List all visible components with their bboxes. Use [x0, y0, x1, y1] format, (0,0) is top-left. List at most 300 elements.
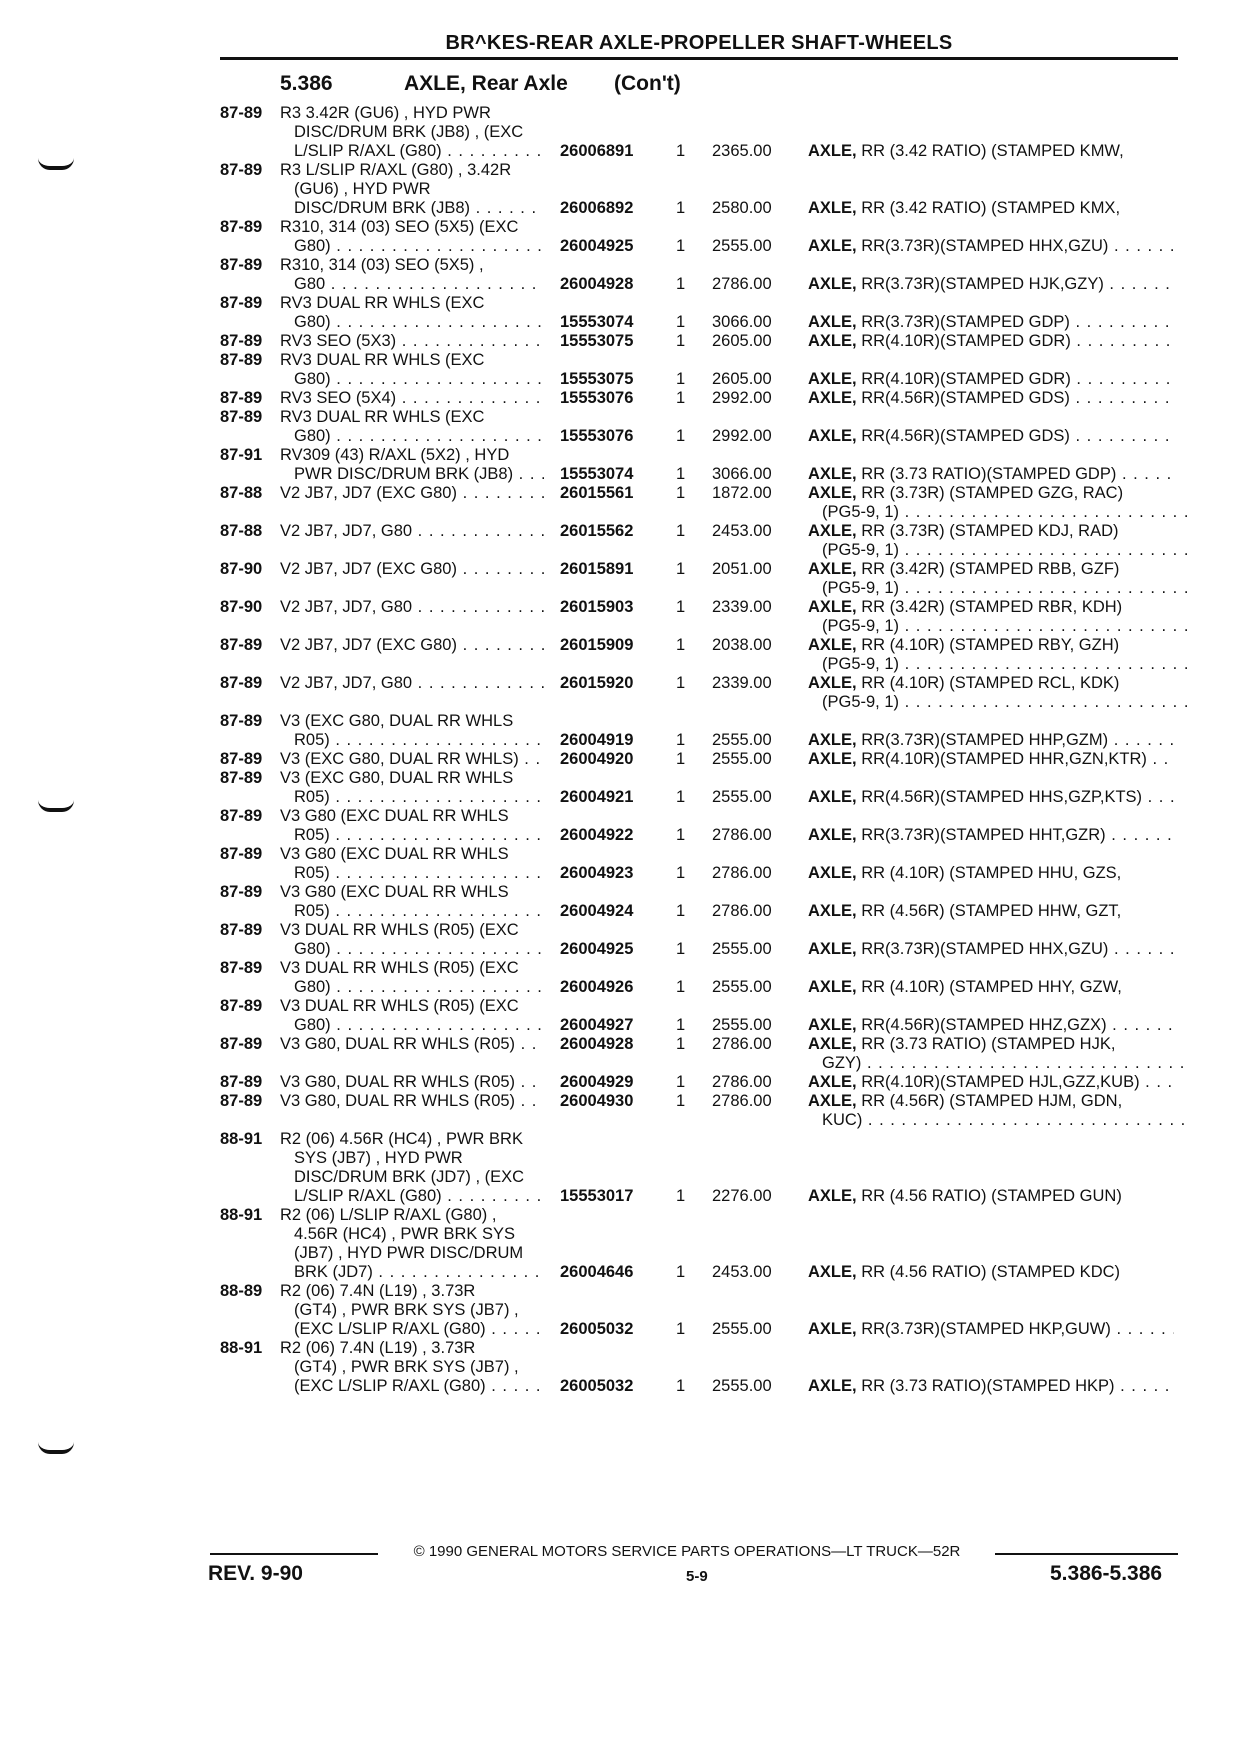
price: 2786.00	[712, 1073, 772, 1091]
part-number: 26004929	[560, 1073, 634, 1091]
section-number: 5.386	[280, 72, 333, 95]
footer-page-number: 5-9	[686, 1568, 708, 1585]
part-keyword: AXLE,	[808, 1016, 857, 1034]
part-description	[822, 503, 1188, 522]
part-description	[808, 275, 1174, 294]
entry-line	[0, 845, 1249, 864]
usage-description	[280, 218, 544, 237]
parts-entry	[0, 332, 1249, 351]
entry-line	[0, 408, 1249, 427]
usage-description	[280, 294, 544, 313]
usage-description	[280, 408, 544, 427]
model-years: 87-89	[220, 712, 263, 730]
part-number: 26015903	[560, 598, 634, 616]
parts-entry	[0, 104, 1249, 161]
part-description	[808, 902, 1174, 921]
quantity: 1	[676, 978, 686, 996]
entry-line	[0, 142, 1249, 161]
usage-description	[294, 731, 544, 750]
usage-text: V3 (EXC G80, DUAL RR WHLS	[280, 712, 514, 730]
part-description	[808, 978, 1174, 997]
usage-text: G80	[294, 275, 326, 293]
part-keyword: AXLE,	[808, 199, 857, 217]
part-number: 26004922	[560, 826, 634, 844]
part-keyword: AXLE,	[808, 864, 857, 882]
quantity: 1	[676, 636, 686, 654]
part-description-text: RR (3.73 RATIO)(STAMPED GDP)	[861, 465, 1117, 483]
part-number: 15553074	[560, 465, 634, 483]
part-description-text: RR(3.73R)(STAMPED HHP,GZM)	[861, 731, 1109, 749]
usage-text: G80)	[294, 237, 331, 255]
quantity: 1	[676, 237, 686, 255]
price: 2365.00	[712, 142, 772, 160]
usage-text: V2 JB7, JD7, G80	[280, 598, 413, 616]
part-keyword: AXLE,	[808, 1377, 857, 1395]
usage-text: V3 (EXC G80, DUAL RR WHLS)	[280, 750, 519, 768]
usage-text: R05)	[294, 731, 330, 749]
usage-description	[294, 902, 544, 921]
part-description-text: (PG5-9, 1)	[822, 503, 900, 521]
usage-description	[280, 351, 544, 370]
model-years: 87-89	[220, 294, 263, 312]
usage-description	[280, 1092, 544, 1111]
part-description-text: RR (4.10R) (STAMPED HHY, GZW,	[861, 978, 1122, 996]
part-description	[808, 484, 1174, 503]
usage-text: (GT4) , PWR BRK SYS (JB7) ,	[294, 1358, 519, 1376]
price: 2786.00	[712, 864, 772, 882]
parts-entry	[0, 712, 1249, 750]
usage-description	[280, 959, 544, 978]
part-keyword: AXLE,	[808, 750, 857, 768]
part-number: 26015920	[560, 674, 634, 692]
usage-text: (JB7) , HYD PWR DISC/DRUM	[294, 1244, 524, 1262]
price: 2992.00	[712, 427, 772, 445]
part-description-text: RR (4.10R) (STAMPED HHU, GZS,	[861, 864, 1122, 882]
part-description	[808, 370, 1174, 389]
part-description	[808, 788, 1174, 807]
entry-line	[0, 1035, 1249, 1054]
part-keyword: AXLE,	[808, 522, 857, 540]
price: 2555.00	[712, 788, 772, 806]
parts-entry	[0, 598, 1249, 636]
model-years: 88-91	[220, 1206, 263, 1224]
part-description	[808, 560, 1174, 579]
entry-line	[0, 104, 1249, 123]
usage-text: V2 JB7, JD7, G80	[280, 522, 413, 540]
part-number: 26005032	[560, 1377, 634, 1395]
part-description	[808, 636, 1174, 655]
usage-text: DISC/DRUM BRK (JD7) , (EXC	[294, 1168, 525, 1186]
part-keyword: AXLE,	[808, 902, 857, 920]
parts-entry	[0, 1073, 1249, 1092]
entry-line	[0, 1168, 1249, 1187]
part-number: 26004919	[560, 731, 634, 749]
price: 2555.00	[712, 1377, 772, 1395]
part-keyword: AXLE,	[808, 332, 857, 350]
usage-text: SYS (JB7) , HYD PWR	[294, 1149, 463, 1167]
quantity: 1	[676, 332, 686, 350]
parts-list	[0, 104, 1249, 1396]
usage-text: V3 G80, DUAL RR WHLS (R05)	[280, 1035, 516, 1053]
part-keyword: AXLE,	[808, 484, 857, 502]
usage-text: R310, 314 (03) SEO (5X5) ,	[280, 256, 484, 274]
usage-description	[280, 256, 544, 275]
part-description-text: RR (3.42 RATIO) (STAMPED KMX,	[861, 199, 1121, 217]
price: 2555.00	[712, 750, 772, 768]
part-keyword: AXLE,	[808, 674, 857, 692]
quantity: 1	[676, 275, 686, 293]
quantity: 1	[676, 864, 686, 882]
quantity: 1	[676, 427, 686, 445]
part-description-text: RR (4.10R) (STAMPED RBY, GZH)	[861, 636, 1120, 654]
entry-line	[0, 294, 1249, 313]
parts-entry	[0, 1092, 1249, 1130]
entry-line	[0, 655, 1249, 674]
quantity: 1	[676, 1187, 686, 1205]
parts-entry	[0, 1339, 1249, 1396]
part-number: 26005032	[560, 1320, 634, 1338]
usage-description	[294, 313, 544, 332]
entry-line	[0, 199, 1249, 218]
quantity: 1	[676, 750, 686, 768]
entry-line	[0, 959, 1249, 978]
part-description	[808, 750, 1174, 769]
usage-text: 4.56R (HC4) , PWR BRK SYS	[294, 1225, 515, 1243]
part-description	[822, 617, 1188, 636]
part-number: 26004920	[560, 750, 634, 768]
entry-line	[0, 693, 1249, 712]
usage-text: RV3 SEO (5X4)	[280, 389, 397, 407]
entry-line	[0, 256, 1249, 275]
part-description	[808, 1377, 1174, 1396]
part-keyword: AXLE,	[808, 1092, 857, 1110]
entry-line	[0, 1149, 1249, 1168]
usage-text: RV3 DUAL RR WHLS (EXC	[280, 408, 485, 426]
part-description	[822, 655, 1188, 674]
entry-line	[0, 389, 1249, 408]
usage-text: R05)	[294, 864, 330, 882]
quantity: 1	[676, 389, 686, 407]
price: 2555.00	[712, 978, 772, 996]
model-years: 87-89	[220, 1092, 263, 1110]
usage-description	[294, 370, 544, 389]
part-description	[808, 731, 1174, 750]
usage-text: V3 G80 (EXC DUAL RR WHLS	[280, 807, 509, 825]
entry-line	[0, 826, 1249, 845]
parts-entry	[0, 484, 1249, 522]
usage-description	[294, 864, 544, 883]
entry-line	[0, 275, 1249, 294]
part-keyword: AXLE,	[808, 598, 857, 616]
part-description-text: RR (4.56 RATIO) (STAMPED KDC)	[861, 1263, 1121, 1281]
part-number: 15553076	[560, 427, 634, 445]
parts-entry	[0, 522, 1249, 560]
part-keyword: AXLE,	[808, 1073, 857, 1091]
entry-line	[0, 218, 1249, 237]
usage-text: R05)	[294, 902, 330, 920]
part-description-text: (PG5-9, 1)	[822, 579, 900, 597]
part-description	[808, 465, 1174, 484]
part-description-text: RR (4.56R) (STAMPED HJM, GDN,	[861, 1092, 1123, 1110]
part-number: 26004930	[560, 1092, 634, 1110]
quantity: 1	[676, 370, 686, 388]
price: 2339.00	[712, 598, 772, 616]
parts-entry	[0, 1130, 1249, 1206]
model-years: 87-89	[220, 1035, 263, 1053]
part-description	[808, 427, 1174, 446]
usage-description	[294, 1320, 544, 1339]
entry-line	[0, 750, 1249, 769]
quantity: 1	[676, 1320, 686, 1338]
usage-description	[294, 1301, 558, 1320]
model-years: 87-89	[220, 351, 263, 369]
price: 2786.00	[712, 1035, 772, 1053]
part-description-text: RR (4.56R) (STAMPED HHW, GZT,	[861, 902, 1122, 920]
quantity: 1	[676, 484, 686, 502]
parts-entry	[0, 959, 1249, 997]
part-description	[822, 1054, 1188, 1073]
parts-entry	[0, 1282, 1249, 1339]
usage-description	[280, 1206, 544, 1225]
parts-entry	[0, 997, 1249, 1035]
part-description-text: (PG5-9, 1)	[822, 541, 900, 559]
usage-text: V3 G80 (EXC DUAL RR WHLS	[280, 845, 509, 863]
quantity: 1	[676, 788, 686, 806]
parts-entry	[0, 161, 1249, 218]
usage-text: G80)	[294, 427, 331, 445]
part-description-text: KUC)	[822, 1111, 863, 1129]
usage-description	[280, 104, 544, 123]
entry-line	[0, 1054, 1249, 1073]
quantity: 1	[676, 902, 686, 920]
quantity: 1	[676, 1016, 686, 1034]
usage-text: R3 L/SLIP R/AXL (G80) , 3.42R	[280, 161, 512, 179]
quantity: 1	[676, 522, 686, 540]
quantity: 1	[676, 1092, 686, 1110]
price: 2786.00	[712, 902, 772, 920]
model-years: 87-90	[220, 598, 263, 616]
part-number: 26004923	[560, 864, 634, 882]
part-description-text: RR (4.56 RATIO) (STAMPED GUN)	[861, 1187, 1122, 1205]
parts-entry	[0, 560, 1249, 598]
parts-entry	[0, 807, 1249, 845]
part-number: 26004921	[560, 788, 634, 806]
usage-description	[280, 389, 544, 408]
entry-line	[0, 465, 1249, 484]
part-description	[808, 864, 1174, 883]
usage-description	[294, 142, 544, 161]
price: 2038.00	[712, 636, 772, 654]
usage-text: RV309 (43) R/AXL (5X2) , HYD	[280, 446, 510, 464]
entry-line	[0, 560, 1249, 579]
usage-text: (EXC L/SLIP R/AXL (G80)	[294, 1320, 486, 1338]
entry-line	[0, 769, 1249, 788]
part-description-text: RR(4.56R)(STAMPED GDS)	[861, 389, 1070, 407]
part-description-text: RR(3.73R)(STAMPED HHX,GZU)	[861, 940, 1109, 958]
parts-entry	[0, 256, 1249, 294]
usage-description	[280, 446, 544, 465]
entry-line	[0, 636, 1249, 655]
usage-text: PWR DISC/DRUM BRK (JB8)	[294, 465, 514, 483]
part-description	[808, 1263, 1174, 1282]
price: 2786.00	[712, 1092, 772, 1110]
entry-line	[0, 446, 1249, 465]
price: 2555.00	[712, 237, 772, 255]
part-description	[808, 1320, 1174, 1339]
parts-entry	[0, 1035, 1249, 1073]
part-keyword: AXLE,	[808, 465, 857, 483]
price: 2276.00	[712, 1187, 772, 1205]
entry-line	[0, 237, 1249, 256]
part-description-text: RR(3.73R)(STAMPED HKP,GUW)	[861, 1320, 1111, 1338]
usage-description	[280, 674, 544, 693]
part-description-text: (PG5-9, 1)	[822, 693, 900, 711]
usage-text: L/SLIP R/AXL (G80)	[294, 142, 442, 160]
part-description-text: RR(3.73R)(STAMPED GDP)	[861, 313, 1070, 331]
parts-entry	[0, 921, 1249, 959]
parts-entry	[0, 769, 1249, 807]
model-years: 87-89	[220, 218, 263, 236]
part-description-text: RR(4.10R)(STAMPED GDR)	[861, 332, 1071, 350]
parts-entry	[0, 883, 1249, 921]
part-description-text: RR (3.73R) (STAMPED KDJ, RAD)	[861, 522, 1119, 540]
usage-description	[294, 180, 558, 199]
usage-text: V2 JB7, JD7, G80	[280, 674, 413, 692]
usage-description	[280, 1073, 544, 1092]
parts-entry	[0, 294, 1249, 332]
quantity: 1	[676, 199, 686, 217]
part-keyword: AXLE,	[808, 142, 857, 160]
footer-rule	[995, 1553, 1178, 1555]
price: 2605.00	[712, 370, 772, 388]
entry-line	[0, 1263, 1249, 1282]
usage-description	[280, 769, 544, 788]
entry-line	[0, 503, 1249, 522]
entry-line	[0, 617, 1249, 636]
usage-description	[280, 560, 544, 579]
usage-text: (GT4) , PWR BRK SYS (JB7) ,	[294, 1301, 519, 1319]
usage-text: V3 G80 (EXC DUAL RR WHLS	[280, 883, 509, 901]
part-description-text: (PG5-9, 1)	[822, 655, 900, 673]
usage-text: V2 JB7, JD7 (EXC G80)	[280, 636, 457, 654]
part-number: 26004928	[560, 275, 634, 293]
usage-description	[280, 921, 544, 940]
model-years: 87-89	[220, 845, 263, 863]
part-number: 26004646	[560, 1263, 634, 1281]
part-keyword: AXLE,	[808, 940, 857, 958]
model-years: 87-88	[220, 484, 263, 502]
quantity: 1	[676, 142, 686, 160]
price: 2453.00	[712, 522, 772, 540]
usage-description	[294, 1377, 544, 1396]
model-years: 87-89	[220, 921, 263, 939]
usage-text: V2 JB7, JD7 (EXC G80)	[280, 560, 457, 578]
usage-text: G80)	[294, 940, 331, 958]
entry-line	[0, 731, 1249, 750]
part-description-text: RR (4.10R) (STAMPED RCL, KDK)	[861, 674, 1120, 692]
usage-description	[294, 237, 544, 256]
part-keyword: AXLE,	[808, 1035, 857, 1053]
part-number: 26004926	[560, 978, 634, 996]
usage-description	[294, 199, 544, 218]
usage-description	[294, 427, 544, 446]
entry-line	[0, 1016, 1249, 1035]
usage-description	[294, 978, 544, 997]
usage-text: R05)	[294, 788, 330, 806]
usage-text: V3 DUAL RR WHLS (R05) (EXC	[280, 921, 519, 939]
part-description-text: RR(4.56R)(STAMPED HHZ,GZX)	[861, 1016, 1107, 1034]
entry-line	[0, 351, 1249, 370]
entry-line	[0, 313, 1249, 332]
usage-description	[294, 465, 544, 484]
parts-entry	[0, 636, 1249, 674]
quantity: 1	[676, 1073, 686, 1091]
model-years: 87-89	[220, 769, 263, 787]
footer-copyright: © 1990 GENERAL MOTORS SERVICE PARTS OPERATIONS—LT TRUCK—52R	[413, 1543, 961, 1560]
model-years: 88-91	[220, 1339, 263, 1357]
part-keyword: AXLE,	[808, 636, 857, 654]
part-description	[808, 674, 1174, 693]
entry-line	[0, 370, 1249, 389]
usage-description	[294, 1263, 544, 1282]
entry-line	[0, 161, 1249, 180]
part-number: 26004924	[560, 902, 634, 920]
parts-entry	[0, 1206, 1249, 1282]
entry-line	[0, 1339, 1249, 1358]
entry-line	[0, 712, 1249, 731]
entry-line	[0, 484, 1249, 503]
part-keyword: AXLE,	[808, 1320, 857, 1338]
usage-description	[294, 275, 544, 294]
usage-text: DISC/DRUM BRK (JB8)	[294, 199, 471, 217]
part-description-text: RR (3.73 RATIO)(STAMPED HKP)	[861, 1377, 1115, 1395]
quantity: 1	[676, 560, 686, 578]
part-description	[808, 199, 1174, 218]
part-description-text: RR(4.56R)(STAMPED GDS)	[861, 427, 1070, 445]
entry-line	[0, 1225, 1249, 1244]
price: 2555.00	[712, 1320, 772, 1338]
entry-line	[0, 1187, 1249, 1206]
parts-entry	[0, 446, 1249, 484]
part-description	[808, 1092, 1174, 1111]
usage-text: RV3 DUAL RR WHLS (EXC	[280, 294, 485, 312]
model-years: 87-89	[220, 636, 263, 654]
entry-line	[0, 864, 1249, 883]
model-years: 87-89	[220, 256, 263, 274]
section-continued: (Con't)	[614, 72, 681, 95]
price: 2580.00	[712, 199, 772, 217]
price: 2339.00	[712, 674, 772, 692]
part-keyword: AXLE,	[808, 788, 857, 806]
part-description	[808, 332, 1174, 351]
part-description	[808, 1187, 1174, 1206]
quantity: 1	[676, 1263, 686, 1281]
usage-text: V2 JB7, JD7 (EXC G80)	[280, 484, 457, 502]
entry-line	[0, 180, 1249, 199]
page-header-title: BR^KES-REAR AXLE-PROPELLER SHAFT-WHEELS	[445, 32, 953, 54]
entry-line	[0, 1282, 1249, 1301]
part-number: 15553017	[560, 1187, 634, 1205]
part-description-text: RR (3.73 RATIO) (STAMPED HJK,	[861, 1035, 1116, 1053]
model-years: 87-88	[220, 522, 263, 540]
header-rule	[220, 57, 1178, 60]
model-years: 87-89	[220, 750, 263, 768]
part-description	[808, 826, 1174, 845]
part-description	[808, 237, 1174, 256]
part-keyword: AXLE,	[808, 826, 857, 844]
entry-line	[0, 807, 1249, 826]
usage-description	[294, 1168, 558, 1187]
